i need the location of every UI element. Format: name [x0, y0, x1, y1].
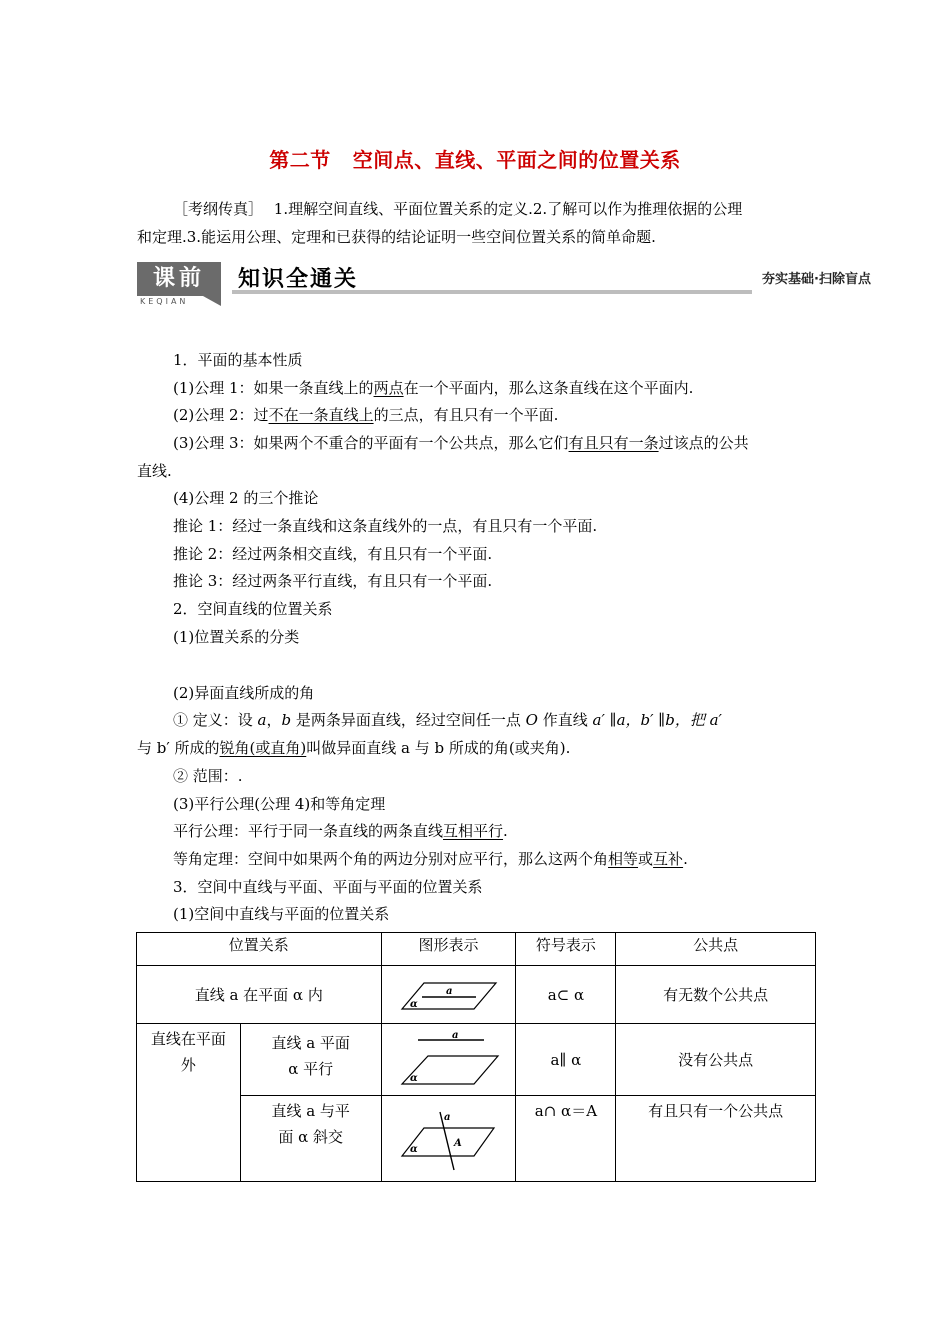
equal-angle-text: 等角定理：空间中如果两个角的两边分别对应平行，那么这两个角: [173, 850, 609, 868]
row2-symbol-text: a∥ α: [550, 1050, 582, 1069]
fig1-label-alpha: α: [409, 998, 418, 1010]
row3-relation-l1: 直线 a 与平: [271, 1102, 350, 1120]
row2-symbol: [516, 1024, 616, 1096]
axiom-3-blank: 有且只有一条: [568, 434, 659, 452]
parallel-axiom-end: .: [503, 822, 508, 840]
var-O: O: [525, 711, 538, 729]
axiom-3: [173, 433, 749, 453]
def2-text-2: 叫做异面直线 a 与 b 所成的角(或夹角).: [306, 739, 571, 757]
def-text-2: ，: [266, 711, 282, 729]
axiom-3-cont: 直线.: [137, 462, 172, 480]
row1-common-text: 有无数个公共点: [663, 985, 769, 1004]
def-text-3: 是两条异面直线，经过空间任一点: [291, 711, 526, 729]
intro-line-1: [173, 199, 742, 219]
intro-tag: ［考纲传真］: [173, 200, 264, 218]
row1-symbol-text: a⊂ α: [547, 985, 585, 1004]
line-in-plane-figure: [394, 973, 504, 1019]
banner-slogan: 夯实基础·扫除盲点: [762, 272, 871, 287]
parallel-axiom-text: 平行公理：平行于同一条直线的两条直线: [173, 822, 444, 840]
outside-label-1: 直线在平面: [150, 1030, 226, 1048]
skew-angle-definition: [173, 710, 722, 730]
parallel-axiom: [173, 821, 508, 841]
row2-figure: [381, 1024, 516, 1096]
row3-symbol-text: a∩ α＝A: [534, 1102, 598, 1120]
skew-angle-definition-cont: [137, 738, 570, 758]
row3-relation-l2: 面 α 斜交: [278, 1128, 344, 1146]
fig2-label-a: a: [451, 1031, 458, 1041]
page-title: [0, 144, 950, 173]
header-figure: 图形表示: [381, 933, 516, 966]
s1-heading: 1．平面的基本性质: [173, 351, 303, 369]
axiom-3-text-end: 过该点的公共: [658, 434, 749, 452]
row1-figure: [381, 966, 516, 1024]
s3-heading: 3．空间中直线与平面、平面与平面的位置关系: [173, 878, 483, 896]
fig3-label-alpha: α: [409, 1143, 418, 1155]
intro-text-1: 1.理解空间直线、平面位置关系的定义.2.了解可以作为推理依据的公理: [273, 200, 743, 218]
banner-subtitle: KEQIAN: [140, 297, 189, 306]
def-text-5: a′ ∥a，b′ ∥b，把 a′: [592, 711, 722, 729]
row3-relation: [240, 1096, 381, 1182]
section-title: 空间点、直线、平面之间的位置关系: [352, 148, 681, 172]
row2-relation-l2: α 平行: [288, 1060, 334, 1078]
equal-angle-blank-1: 相等: [608, 850, 639, 868]
corollary-1: 推论 1：经过一条直线和这条直线外的一点，有且只有一个平面.: [173, 517, 598, 535]
table-header-row: [137, 933, 816, 966]
outside-label-2: 外: [180, 1056, 196, 1074]
def-text-1: ① 定义：设: [173, 711, 258, 729]
axiom-1: [173, 378, 693, 398]
s3-p1: (1)空间中直线与平面的位置关系: [173, 905, 390, 923]
axiom-2-text-end: 的三点，有且只有一个平面.: [373, 406, 559, 424]
axiom-3-text: (3)公理 3：如果两个不重合的平面有一个公共点，那么它们: [173, 434, 569, 452]
intro-text-2: 和定理.3.能运用公理、定理和已获得的结论证明一些空间位置关系的简单命题.: [137, 228, 656, 246]
row3-common-text: 有且只有一个公共点: [648, 1102, 784, 1120]
axiom-1-blank: 两点: [373, 379, 404, 397]
fig1-label-a: a: [445, 985, 452, 997]
fig3-label-a: a: [443, 1111, 450, 1123]
fig3-label-A: A: [453, 1137, 462, 1149]
equal-angle-end: .: [683, 850, 688, 868]
banner-title: 知识全通关: [238, 267, 359, 292]
row2-relation: [240, 1024, 381, 1096]
row1-relation-text: 直线 a 在平面 α 内: [194, 985, 323, 1004]
row3-figure: [381, 1096, 516, 1182]
def2-blank: 锐角(或直角): [219, 739, 307, 757]
header-common-points: 公共点: [616, 933, 816, 966]
table-row: [137, 1024, 816, 1096]
corollary-2: 推论 2：经过两条相交直线，有且只有一个平面.: [173, 545, 493, 563]
axiom-2-blank: 不在一条直线上: [268, 406, 374, 424]
row1-relation: [137, 966, 382, 1024]
section-number: 第二节: [269, 148, 331, 172]
axiom-1-text-end: 在一个平面内，那么这条直线在这个平面内.: [403, 379, 694, 397]
equal-angle-or: 或: [638, 850, 654, 868]
row3-common: [616, 1096, 816, 1182]
row3-symbol: [516, 1096, 616, 1182]
axiom-2: [173, 405, 558, 425]
banner-triangle: [203, 296, 221, 306]
row2-common-text: 没有公共点: [678, 1050, 754, 1069]
def-text-4: 作直线: [537, 711, 593, 729]
row1-common: [616, 966, 816, 1024]
header-symbol: 符号表示: [516, 933, 616, 966]
s2-heading: 2．空间直线的位置关系: [173, 600, 333, 618]
var-b: b: [281, 711, 292, 729]
var-a: a: [257, 711, 267, 729]
fig2-label-alpha: α: [409, 1072, 418, 1084]
row1-symbol: [516, 966, 616, 1024]
skew-angle-range: ② 范围：.: [173, 767, 243, 785]
axiom-2-text: (2)公理 2：过: [173, 406, 269, 424]
line-parallel-plane-figure: [394, 1032, 504, 1090]
equal-angle-theorem: [173, 849, 688, 869]
table-row: [137, 966, 816, 1024]
axiom-2-corollaries-heading: (4)公理 2 的三个推论: [173, 489, 319, 507]
outside-plane-cell: [137, 1024, 241, 1182]
line-intersect-plane-figure: [394, 1108, 504, 1172]
s2-p3: (3)平行公理(公理 4)和等角定理: [173, 795, 386, 813]
parallel-axiom-blank: 互相平行: [443, 822, 504, 840]
row2-relation-l1: 直线 a 平面: [271, 1034, 350, 1052]
def2-text-1: 与 b′ 所成的: [137, 739, 220, 757]
section-banner-box: 课前: [137, 262, 221, 296]
corollary-3: 推论 3：经过两条平行直线，有且只有一个平面.: [173, 572, 493, 590]
equal-angle-blank-2: 互补: [653, 850, 684, 868]
header-relation: 位置关系: [137, 933, 382, 966]
s2-p1: (1)位置关系的分类: [173, 628, 300, 646]
axiom-1-text: (1)公理 1：如果一条直线上的: [173, 379, 374, 397]
row2-common: [616, 1024, 816, 1096]
line-plane-relation-table: [136, 932, 816, 1182]
s2-p2: (2)异面直线所成的角: [173, 684, 315, 702]
